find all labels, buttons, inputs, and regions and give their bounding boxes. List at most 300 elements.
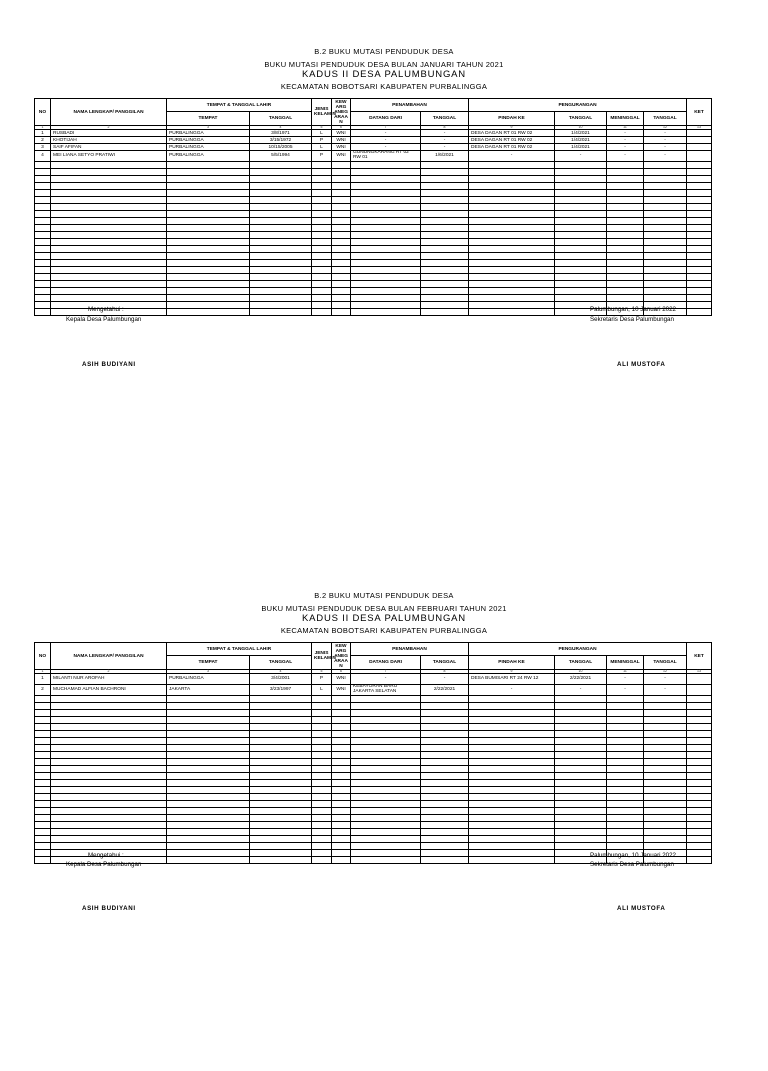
- empty-cell: [687, 710, 712, 717]
- empty-cell: [167, 204, 250, 211]
- empty-cell: [312, 183, 332, 190]
- col-tanggal-lahir: TANGGAL: [250, 112, 312, 126]
- empty-cell: [687, 836, 712, 843]
- empty-cell: [351, 169, 421, 176]
- cell-tempat: PURBALINGGA: [167, 151, 250, 162]
- column-number: 5: [312, 126, 332, 130]
- empty-cell: [312, 766, 332, 773]
- empty-cell: [351, 815, 421, 822]
- cell-jenis-kelamin: P: [312, 674, 332, 685]
- empty-cell: [332, 752, 351, 759]
- empty-cell: [51, 801, 167, 808]
- empty-cell: [351, 232, 421, 239]
- cell-nama: RUSBADI: [51, 130, 167, 137]
- empty-cell: [421, 218, 469, 225]
- mutasi-section-februari: [0, 591, 768, 1071]
- form-code-title: B.2 BUKU MUTASI PENDUDUK DESA: [314, 591, 454, 600]
- empty-cell: [312, 190, 332, 197]
- empty-cell: [421, 745, 469, 752]
- empty-cell: [167, 738, 250, 745]
- place-date: Palumbungan, 10 Januari 2022: [590, 852, 677, 859]
- empty-cell: [167, 218, 250, 225]
- empty-cell: [312, 267, 332, 274]
- empty-cell: [687, 274, 712, 281]
- empty-cell: [51, 822, 167, 829]
- empty-cell: [351, 843, 421, 850]
- mengetahui-label: Mengetahui :: [88, 306, 124, 313]
- empty-cell: [332, 850, 351, 857]
- empty-cell: [469, 773, 555, 780]
- empty-cell: [35, 717, 51, 724]
- empty-cell: [35, 169, 51, 176]
- empty-cell: [332, 260, 351, 267]
- empty-cell: [35, 822, 51, 829]
- empty-cell: [687, 162, 712, 169]
- empty-cell: [332, 808, 351, 815]
- empty-cell: [167, 724, 250, 731]
- empty-cell: [351, 724, 421, 731]
- cell-datang-dari: -: [351, 144, 421, 151]
- empty-cell: [51, 169, 167, 176]
- empty-cell: [250, 162, 312, 169]
- empty-row: [35, 843, 712, 850]
- empty-cell: [167, 232, 250, 239]
- col-datang-dari: DATANG DARI: [351, 656, 421, 670]
- empty-cell: [351, 857, 421, 864]
- empty-cell: [312, 843, 332, 850]
- column-number: 7: [351, 670, 421, 674]
- empty-cell: [555, 815, 607, 822]
- col-ket: KET: [687, 643, 712, 670]
- table-row: [35, 137, 712, 144]
- col-ttl: TEMPAT & TANGGAL LAHIR: [167, 99, 312, 112]
- cell-tanggal-datang: 1/6/2021: [421, 151, 469, 162]
- empty-cell: [687, 787, 712, 794]
- empty-cell: [312, 204, 332, 211]
- empty-cell: [421, 829, 469, 836]
- col-no: NO: [35, 643, 51, 670]
- empty-cell: [469, 787, 555, 794]
- empty-cell: [167, 190, 250, 197]
- empty-cell: [469, 309, 555, 316]
- empty-cell: [250, 731, 312, 738]
- empty-cell: [167, 197, 250, 204]
- empty-cell: [687, 731, 712, 738]
- empty-cell: [250, 752, 312, 759]
- empty-cell: [687, 829, 712, 836]
- empty-cell: [51, 176, 167, 183]
- empty-cell: [421, 190, 469, 197]
- empty-cell: [332, 295, 351, 302]
- empty-cell: [351, 780, 421, 787]
- empty-cell: [607, 239, 644, 246]
- empty-cell: [687, 176, 712, 183]
- empty-cell: [421, 731, 469, 738]
- empty-cell: [35, 211, 51, 218]
- column-number: 2: [51, 670, 167, 674]
- empty-cell: [332, 703, 351, 710]
- empty-cell: [555, 843, 607, 850]
- empty-cell: [687, 288, 712, 295]
- empty-cell: [421, 808, 469, 815]
- empty-cell: [312, 808, 332, 815]
- empty-cell: [167, 169, 250, 176]
- empty-cell: [607, 218, 644, 225]
- empty-cell: [421, 197, 469, 204]
- empty-cell: [35, 801, 51, 808]
- mutasi-section-januari: [0, 47, 768, 527]
- empty-cell: [35, 246, 51, 253]
- empty-cell: [351, 766, 421, 773]
- empty-cell: [332, 745, 351, 752]
- sekretaris-title: Sekretaris Desa Palumbungan: [590, 316, 674, 323]
- empty-cell: [167, 176, 250, 183]
- empty-cell: [332, 204, 351, 211]
- cell-datang-dari: -: [351, 130, 421, 137]
- empty-cell: [469, 731, 555, 738]
- empty-cell: [35, 190, 51, 197]
- empty-cell: [687, 717, 712, 724]
- empty-cell: [687, 738, 712, 745]
- empty-cell: [167, 752, 250, 759]
- empty-cell: [351, 801, 421, 808]
- empty-cell: [51, 225, 167, 232]
- empty-row: [35, 794, 712, 801]
- cell-tempat: PURBALINGGA: [167, 130, 250, 137]
- empty-cell: [469, 162, 555, 169]
- cell-ket: [687, 674, 712, 685]
- mutasi-table: [34, 98, 712, 316]
- empty-cell: [351, 773, 421, 780]
- empty-cell: [421, 288, 469, 295]
- empty-cell: [51, 780, 167, 787]
- col-tempat: TEMPAT: [167, 112, 250, 126]
- empty-cell: [35, 239, 51, 246]
- empty-cell: [644, 836, 687, 843]
- empty-cell: [351, 246, 421, 253]
- empty-cell: [250, 288, 312, 295]
- column-number: 6: [332, 670, 351, 674]
- empty-cell: [167, 801, 250, 808]
- empty-cell: [167, 822, 250, 829]
- column-number: 5: [312, 670, 332, 674]
- empty-row: [35, 731, 712, 738]
- empty-cell: [555, 724, 607, 731]
- empty-cell: [35, 815, 51, 822]
- empty-cell: [469, 724, 555, 731]
- empty-cell: [167, 281, 250, 288]
- empty-cell: [421, 211, 469, 218]
- empty-row: [35, 829, 712, 836]
- column-number: 8: [421, 126, 469, 130]
- col-tanggal-datang: TANGGAL: [421, 112, 469, 126]
- cell-tanggal-lahir: 3/8/1971: [250, 130, 312, 137]
- empty-cell: [167, 309, 250, 316]
- cell-tanggal-datang: -: [421, 130, 469, 137]
- empty-cell: [312, 717, 332, 724]
- empty-cell: [312, 295, 332, 302]
- empty-cell: [687, 843, 712, 850]
- empty-cell: [332, 232, 351, 239]
- empty-cell: [312, 731, 332, 738]
- empty-cell: [167, 808, 250, 815]
- cell-tanggal-lahir: 10/15/2005: [250, 144, 312, 151]
- empty-cell: [167, 787, 250, 794]
- empty-cell: [644, 295, 687, 302]
- empty-cell: [607, 260, 644, 267]
- column-number: 7: [351, 126, 421, 130]
- empty-cell: [687, 239, 712, 246]
- empty-cell: [332, 836, 351, 843]
- empty-cell: [250, 169, 312, 176]
- empty-cell: [351, 204, 421, 211]
- empty-cell: [555, 717, 607, 724]
- empty-cell: [644, 717, 687, 724]
- empty-cell: [421, 696, 469, 703]
- empty-cell: [250, 829, 312, 836]
- empty-cell: [332, 253, 351, 260]
- empty-cell: [35, 780, 51, 787]
- empty-cell: [167, 794, 250, 801]
- empty-cell: [312, 309, 332, 316]
- empty-cell: [250, 211, 312, 218]
- empty-cell: [555, 780, 607, 787]
- empty-cell: [644, 211, 687, 218]
- col-meninggal: MENINGGAL: [607, 656, 644, 670]
- column-number: 13: [687, 670, 712, 674]
- empty-cell: [312, 745, 332, 752]
- empty-cell: [332, 246, 351, 253]
- column-number: 2: [51, 126, 167, 130]
- empty-cell: [51, 288, 167, 295]
- empty-cell: [250, 710, 312, 717]
- col-ttl: TEMPAT & TANGGAL LAHIR: [167, 643, 312, 656]
- empty-cell: [351, 752, 421, 759]
- empty-cell: [421, 267, 469, 274]
- cell-tanggal-lahir: 5/5/1994: [250, 151, 312, 162]
- empty-cell: [421, 759, 469, 766]
- empty-cell: [607, 253, 644, 260]
- empty-cell: [421, 857, 469, 864]
- empty-cell: [687, 703, 712, 710]
- cell-tanggal-datang: 2/22/2021: [421, 685, 469, 696]
- cell-kewarganegaraan: WNI: [332, 137, 351, 144]
- empty-cell: [51, 794, 167, 801]
- empty-row: [35, 759, 712, 766]
- cell-tanggal-lahir: 3/23/1997: [250, 685, 312, 696]
- empty-cell: [555, 197, 607, 204]
- empty-cell: [332, 724, 351, 731]
- empty-cell: [351, 260, 421, 267]
- empty-cell: [35, 843, 51, 850]
- empty-row: [35, 773, 712, 780]
- empty-cell: [687, 780, 712, 787]
- cell-pindah-ke: DESA DAGAN RT 01 RW 02: [469, 137, 555, 144]
- empty-cell: [51, 745, 167, 752]
- empty-cell: [312, 218, 332, 225]
- cell-no: 1: [35, 674, 51, 685]
- empty-row: [35, 815, 712, 822]
- empty-cell: [607, 801, 644, 808]
- empty-cell: [35, 787, 51, 794]
- empty-cell: [644, 752, 687, 759]
- empty-cell: [167, 717, 250, 724]
- empty-cell: [351, 808, 421, 815]
- empty-cell: [421, 162, 469, 169]
- empty-cell: [35, 745, 51, 752]
- empty-cell: [421, 787, 469, 794]
- empty-cell: [250, 787, 312, 794]
- empty-cell: [351, 183, 421, 190]
- empty-cell: [421, 253, 469, 260]
- empty-cell: [312, 794, 332, 801]
- cell-tanggal-meninggal: -: [644, 130, 687, 137]
- cell-no: 2: [35, 137, 51, 144]
- empty-cell: [312, 773, 332, 780]
- empty-cell: [312, 703, 332, 710]
- empty-cell: [332, 190, 351, 197]
- empty-cell: [51, 843, 167, 850]
- empty-cell: [312, 281, 332, 288]
- empty-cell: [644, 745, 687, 752]
- empty-cell: [421, 204, 469, 211]
- empty-cell: [312, 232, 332, 239]
- empty-cell: [469, 197, 555, 204]
- empty-cell: [555, 225, 607, 232]
- cell-pindah-ke: DESA DAGAN RT 01 RW 02: [469, 130, 555, 137]
- empty-cell: [332, 787, 351, 794]
- empty-cell: [555, 246, 607, 253]
- empty-cell: [469, 843, 555, 850]
- empty-cell: [421, 295, 469, 302]
- column-number: 11: [607, 670, 644, 674]
- empty-cell: [644, 246, 687, 253]
- empty-row: [35, 288, 712, 295]
- col-ket: KET: [687, 99, 712, 126]
- cell-pindah-ke: DESA BUMISARI RT 24 RW 12: [469, 674, 555, 685]
- cell-tanggal-meninggal: -: [644, 685, 687, 696]
- empty-cell: [35, 274, 51, 281]
- empty-cell: [469, 794, 555, 801]
- empty-cell: [687, 183, 712, 190]
- cell-tanggal-meninggal: -: [644, 674, 687, 685]
- col-pindah-ke: PINDAH KE: [469, 112, 555, 126]
- empty-row: [35, 766, 712, 773]
- empty-cell: [312, 815, 332, 822]
- empty-cell: [687, 295, 712, 302]
- empty-cell: [687, 766, 712, 773]
- empty-cell: [167, 211, 250, 218]
- empty-cell: [421, 246, 469, 253]
- empty-row: [35, 239, 712, 246]
- empty-cell: [607, 745, 644, 752]
- empty-cell: [332, 239, 351, 246]
- empty-cell: [607, 295, 644, 302]
- cell-ket: [687, 151, 712, 162]
- column-number: 4: [250, 126, 312, 130]
- column-number: 10: [555, 670, 607, 674]
- empty-cell: [469, 815, 555, 822]
- empty-cell: [644, 822, 687, 829]
- empty-cell: [250, 190, 312, 197]
- empty-cell: [351, 239, 421, 246]
- empty-row: [35, 246, 712, 253]
- empty-cell: [555, 752, 607, 759]
- empty-cell: [250, 808, 312, 815]
- empty-cell: [51, 162, 167, 169]
- empty-cell: [35, 703, 51, 710]
- empty-cell: [555, 731, 607, 738]
- empty-cell: [644, 815, 687, 822]
- empty-cell: [332, 801, 351, 808]
- cell-no: 4: [35, 151, 51, 162]
- empty-cell: [167, 302, 250, 309]
- empty-cell: [312, 253, 332, 260]
- empty-cell: [250, 260, 312, 267]
- empty-cell: [555, 829, 607, 836]
- empty-row: [35, 253, 712, 260]
- empty-cell: [35, 225, 51, 232]
- empty-cell: [51, 274, 167, 281]
- empty-cell: [644, 274, 687, 281]
- empty-cell: [51, 717, 167, 724]
- empty-row: [35, 176, 712, 183]
- empty-cell: [51, 260, 167, 267]
- empty-cell: [607, 246, 644, 253]
- empty-cell: [51, 808, 167, 815]
- empty-cell: [469, 302, 555, 309]
- cell-tempat: PURBALINGGA: [167, 674, 250, 685]
- empty-cell: [351, 211, 421, 218]
- column-number: 3: [167, 126, 250, 130]
- empty-cell: [555, 218, 607, 225]
- empty-row: [35, 295, 712, 302]
- empty-cell: [555, 696, 607, 703]
- empty-cell: [167, 295, 250, 302]
- empty-cell: [332, 780, 351, 787]
- empty-cell: [312, 696, 332, 703]
- empty-row: [35, 808, 712, 815]
- cell-tanggal-datang: -: [421, 674, 469, 685]
- empty-cell: [332, 710, 351, 717]
- empty-cell: [687, 724, 712, 731]
- empty-cell: [421, 176, 469, 183]
- empty-cell: [607, 724, 644, 731]
- empty-cell: [607, 815, 644, 822]
- empty-cell: [351, 302, 421, 309]
- empty-cell: [555, 288, 607, 295]
- empty-cell: [555, 211, 607, 218]
- empty-cell: [555, 808, 607, 815]
- column-number: 9: [469, 126, 555, 130]
- empty-cell: [312, 759, 332, 766]
- empty-cell: [250, 836, 312, 843]
- empty-cell: [167, 267, 250, 274]
- kepala-desa-name: ASIH BUDIYANI: [82, 361, 136, 368]
- empty-cell: [35, 710, 51, 717]
- empty-cell: [607, 225, 644, 232]
- empty-cell: [51, 773, 167, 780]
- empty-cell: [250, 183, 312, 190]
- sekretaris-name: ALI MUSTOFA: [617, 905, 666, 912]
- empty-cell: [469, 211, 555, 218]
- empty-cell: [250, 295, 312, 302]
- empty-cell: [687, 850, 712, 857]
- empty-cell: [469, 738, 555, 745]
- empty-cell: [250, 176, 312, 183]
- kadus-title: KADUS II DESA PALUMBUNGAN: [302, 613, 466, 624]
- empty-cell: [250, 850, 312, 857]
